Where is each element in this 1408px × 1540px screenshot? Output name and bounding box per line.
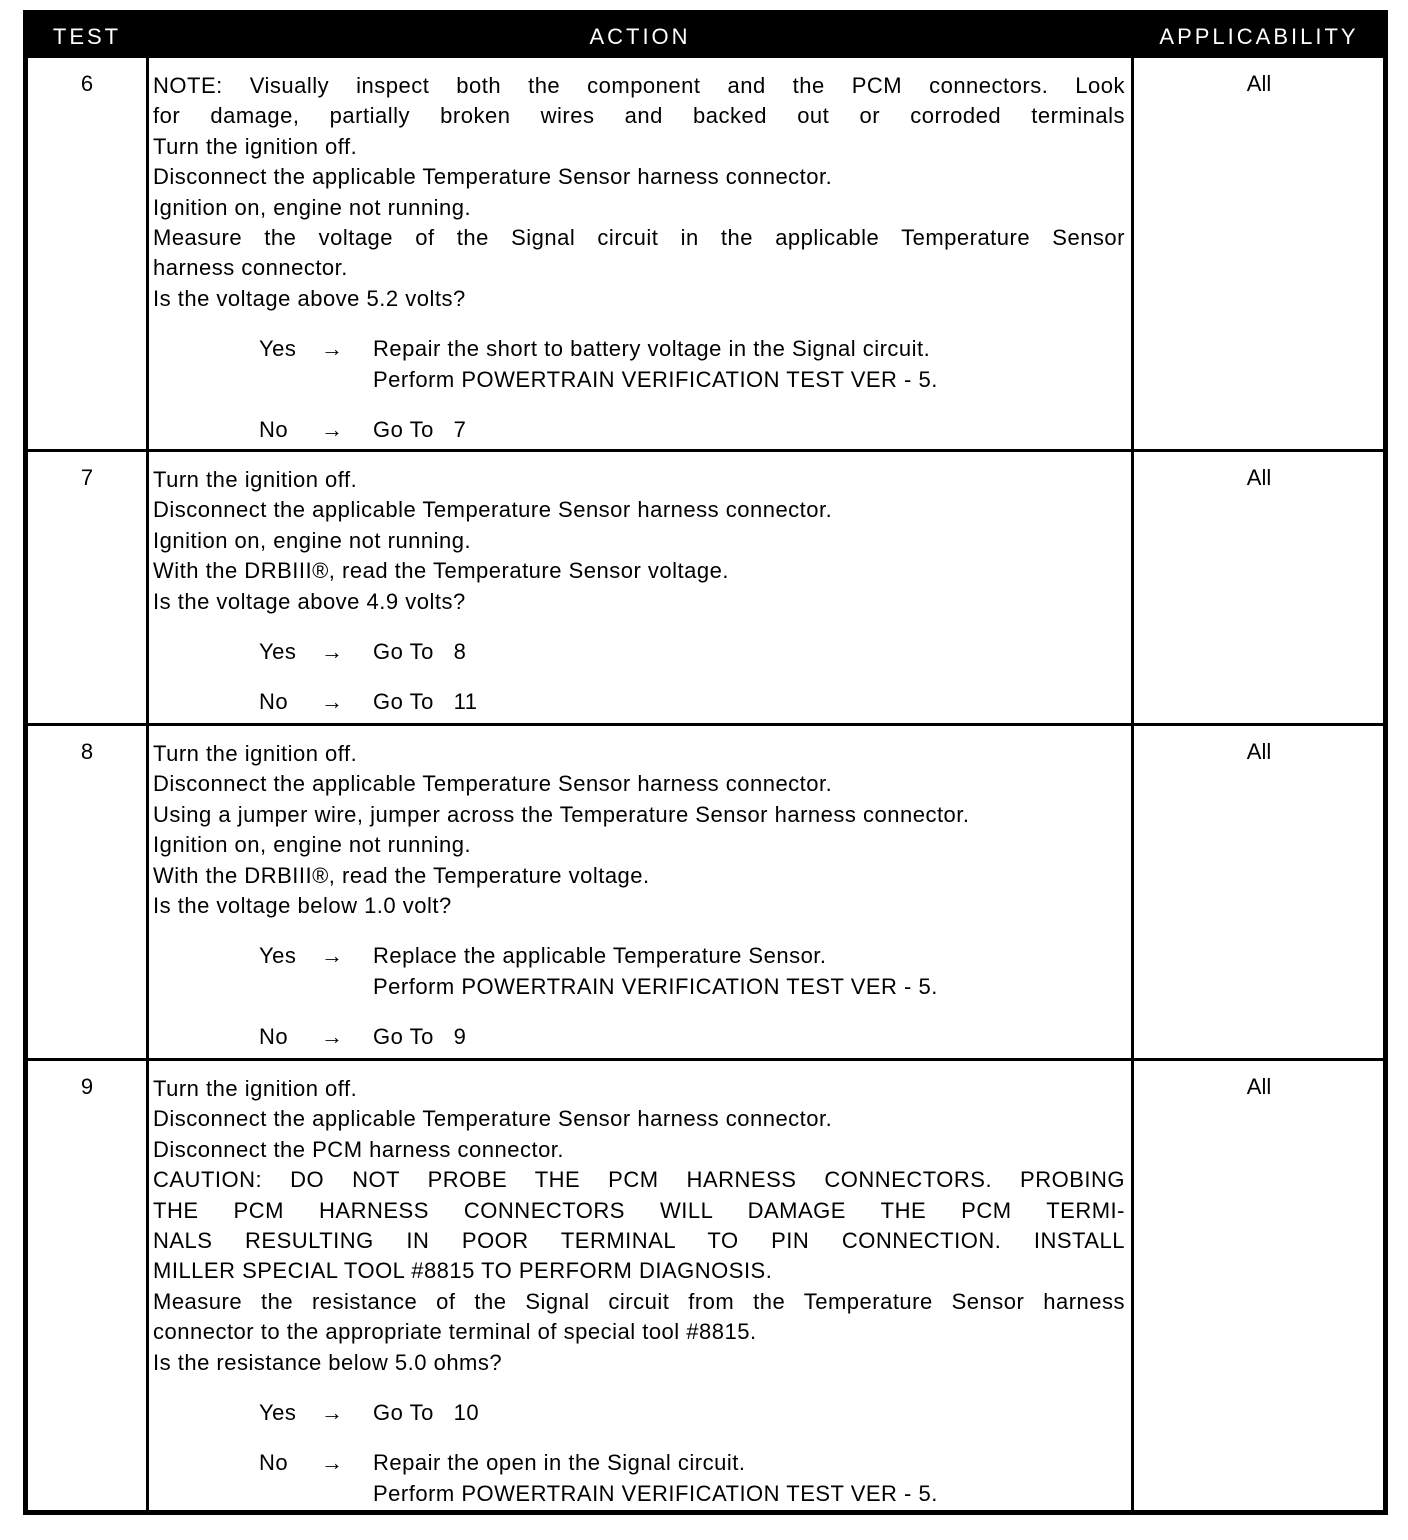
action-line: Is the voltage below 1.0 volt? [153, 893, 452, 919]
no-label: No [259, 689, 289, 715]
table-row [28, 58, 1383, 449]
no-answer [153, 415, 1125, 445]
action-cell [153, 465, 1125, 718]
action-line: Using a jumper wire, jumper across the Temperature Sensor harness connector. [153, 801, 970, 827]
no-label: No [259, 1450, 289, 1476]
arrow-icon: → [321, 336, 344, 362]
action-cell [153, 1074, 1125, 1509]
yes-answer [153, 1398, 1125, 1428]
action-line: Measure the resistance of the Signal circuit from the Temperature Sensor harness [153, 1288, 1125, 1314]
test-number: 7 [80, 465, 94, 490]
no-answer [153, 1448, 1125, 1478]
arrow-icon: → [321, 417, 344, 443]
action-line: Disconnect the applicable Temperature Sensor harness connector. [153, 771, 833, 797]
action-line: Is the resistance below 5.0 ohms? [153, 1349, 503, 1375]
applicability: All [1246, 465, 1272, 490]
yes-answer [153, 941, 1125, 971]
no-result: Repair the open in the Signal circuit. [373, 1450, 746, 1476]
yes-result: Perform POWERTRAIN VERIFICATION TEST VER - 5. [373, 366, 938, 392]
action-line: CAUTION: DO NOT PROBE THE PCM HARNESS CONNECTORS. PROBING [153, 1167, 1125, 1193]
action-line: With the DRBIII®, read the Temperature Sensor voltage. [153, 558, 729, 584]
arrow-icon: → [321, 1400, 344, 1426]
action-line: Ignition on, engine not running. [153, 194, 472, 220]
arrow-icon: → [321, 689, 344, 715]
action-line: for damage, partially broken wires and backed out or corroded terminals [153, 103, 1125, 129]
action-line: Turn the ignition off. [153, 133, 358, 159]
diagnostic-table [23, 10, 1388, 1515]
test-number: 6 [80, 71, 94, 96]
applicability: All [1246, 739, 1272, 764]
arrow-icon: → [321, 943, 344, 969]
action-line: connector to the appropriate terminal of special tool #8815. [153, 1319, 757, 1345]
yes-label: Yes [259, 639, 297, 665]
yes-label: Yes [259, 943, 297, 969]
table-row [28, 452, 1383, 723]
yes-result: Replace the applicable Temperature Sensor. [373, 943, 827, 969]
action-line: harness connector. [153, 255, 348, 281]
arrow-icon: → [321, 1024, 344, 1050]
table-row [28, 726, 1383, 1058]
header-test: TEST [52, 24, 122, 49]
yes-result: Go To 10 [373, 1400, 480, 1426]
table-header [28, 15, 1383, 58]
action-line: NOTE: Visually inspect both the component and the PCM connectors. Look [153, 73, 1125, 98]
action-line: Turn the ignition off. [153, 467, 358, 492]
no-label: No [259, 1024, 289, 1050]
action-cell [153, 739, 1125, 1053]
action-line: Turn the ignition off. [153, 1076, 358, 1101]
action-line: Ignition on, engine not running. [153, 832, 472, 858]
action-line: Is the voltage above 5.2 volts? [153, 285, 466, 311]
no-answer [153, 687, 1125, 717]
action-line: THE PCM HARNESS CONNECTORS WILL DAMAGE THE PCM TERMI- [153, 1197, 1125, 1223]
no-answer [153, 1022, 1125, 1052]
applicability: All [1246, 71, 1272, 96]
action-cell [153, 71, 1125, 445]
action-line: MILLER SPECIAL TOOL #8815 TO PERFORM DIAGNOSIS. [153, 1258, 773, 1284]
table-row [28, 1061, 1383, 1510]
action-line: Turn the ignition off. [153, 741, 358, 766]
action-line: Disconnect the applicable Temperature Sensor harness connector. [153, 1106, 833, 1132]
yes-label: Yes [259, 1400, 297, 1426]
yes-answer [153, 334, 1125, 364]
arrow-icon: → [321, 639, 344, 665]
action-line: Is the voltage above 4.9 volts? [153, 588, 466, 614]
action-line: Disconnect the applicable Temperature Sensor harness connector. [153, 497, 833, 523]
no-result: Go To 7 [373, 417, 467, 443]
action-line: With the DRBIII®, read the Temperature voltage. [153, 862, 650, 888]
no-label: No [259, 417, 289, 443]
header-applicability: APPLICABILITY [1159, 24, 1359, 49]
applicability: All [1246, 1074, 1272, 1099]
action-line: NALS RESULTING IN POOR TERMINAL TO PIN CONNECTION. INSTALL [153, 1228, 1125, 1254]
test-number: 9 [80, 1074, 94, 1099]
yes-label: Yes [259, 336, 297, 362]
no-result: Go To 9 [373, 1024, 467, 1050]
header-action: ACTION [589, 24, 691, 49]
yes-answer [153, 637, 1125, 667]
no-result: Go To 11 [373, 689, 478, 715]
action-line: Ignition on, engine not running. [153, 527, 472, 553]
action-line: Measure the voltage of the Signal circuit in the applicable Temperature Sensor [153, 225, 1125, 251]
yes-result: Repair the short to battery voltage in the Signal circuit. [373, 336, 931, 362]
yes-result: Go To 8 [373, 639, 467, 665]
yes-result: Perform POWERTRAIN VERIFICATION TEST VER - 5. [373, 973, 938, 999]
action-line: Disconnect the applicable Temperature Sensor harness connector. [153, 164, 833, 190]
test-number: 8 [80, 739, 94, 764]
arrow-icon: → [321, 1450, 344, 1476]
no-result: Perform POWERTRAIN VERIFICATION TEST VER - 5. [373, 1480, 938, 1506]
action-line: Disconnect the PCM harness connector. [153, 1136, 565, 1162]
